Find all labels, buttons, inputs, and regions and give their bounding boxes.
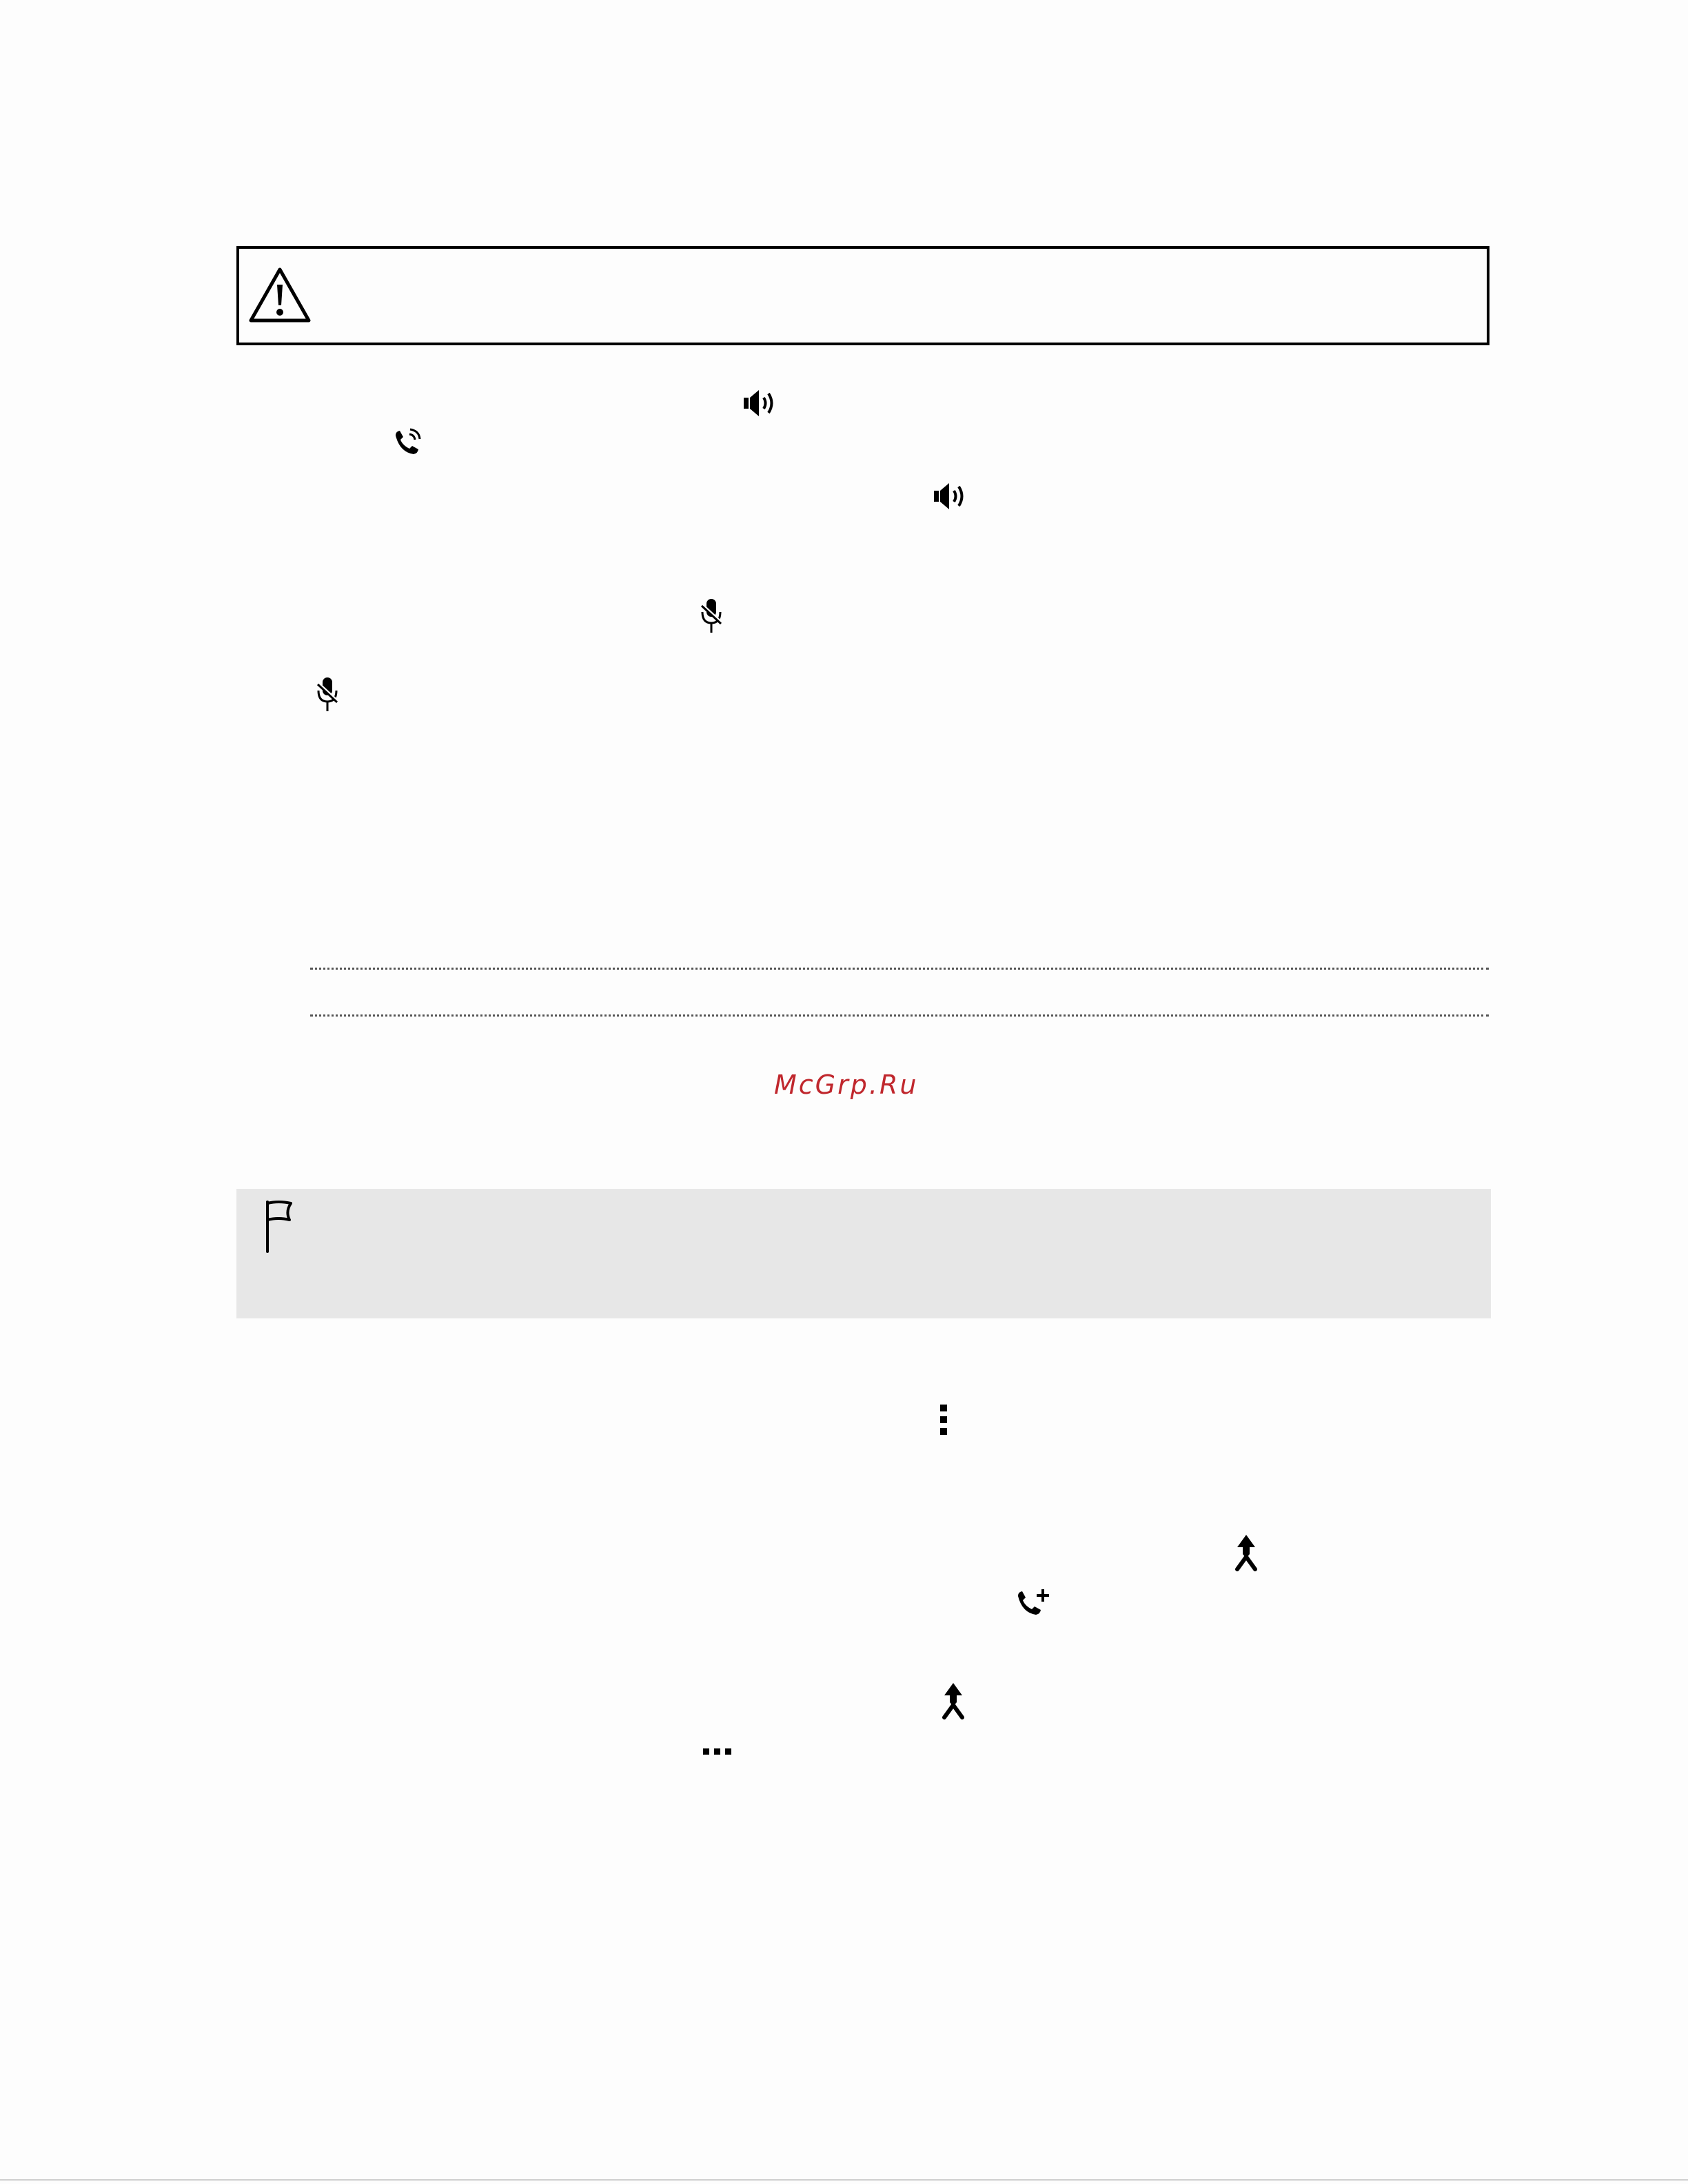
more-vertical-icon — [938, 1403, 949, 1438]
mute-mic-icon — [698, 597, 725, 634]
more-horizontal-icon — [702, 1747, 733, 1757]
warning-box — [236, 246, 1489, 345]
flag-icon — [262, 1199, 296, 1254]
speaker-icon — [933, 480, 970, 512]
merge-icon — [1232, 1533, 1261, 1572]
dotted-divider — [310, 1014, 1489, 1017]
phone-ringing-icon — [392, 426, 425, 459]
dotted-divider — [310, 968, 1489, 970]
note-box — [236, 1189, 1491, 1318]
speaker-icon — [742, 387, 780, 419]
mute-mic-icon — [314, 675, 341, 713]
merge-icon — [939, 1682, 968, 1720]
warning-icon — [247, 265, 313, 325]
page-bottom-edge — [0, 2179, 1688, 2181]
add-call-icon — [1015, 1586, 1054, 1622]
watermark: McGrp.Ru — [774, 1070, 919, 1100]
